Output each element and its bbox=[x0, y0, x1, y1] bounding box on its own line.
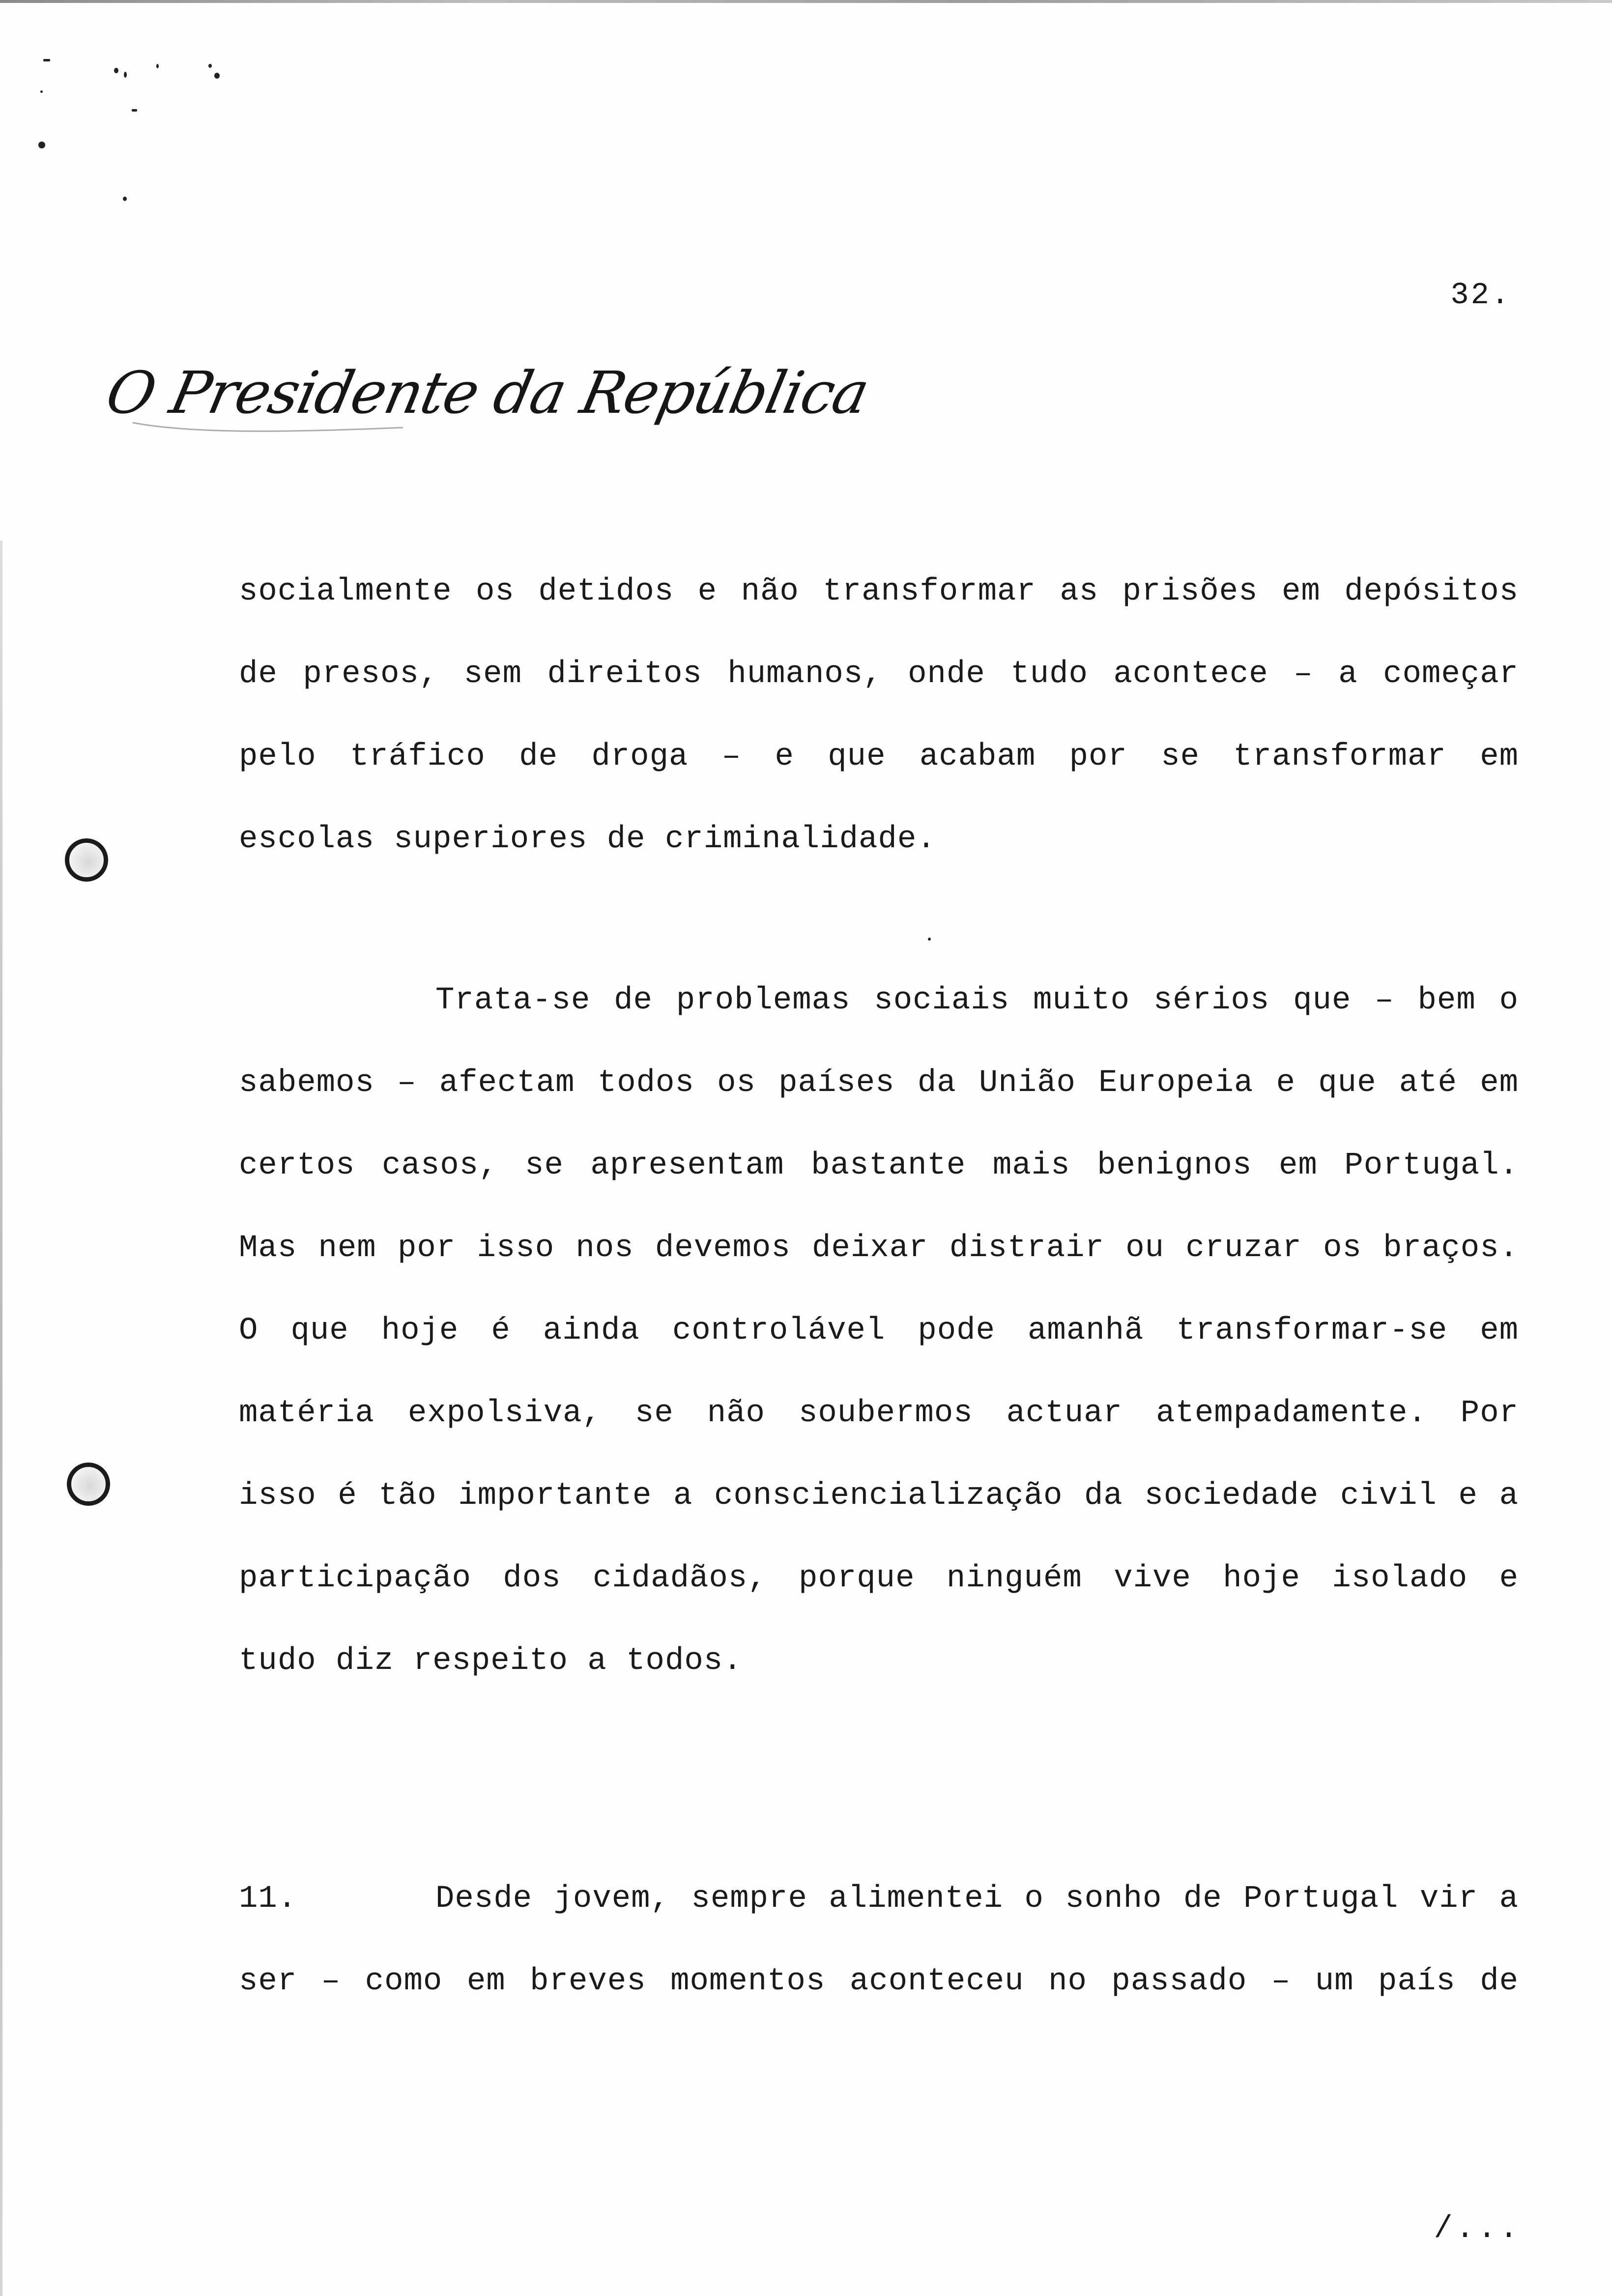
scan-speck bbox=[132, 109, 137, 112]
text-line: matéria expolsiva, se não soubermos actuar atempadamente. Por bbox=[239, 1396, 1519, 1431]
scan-speck bbox=[123, 197, 127, 201]
continuation-marker: /... bbox=[1434, 2211, 1521, 2247]
text-line: ser – como em breves momentos aconteceu no passado – um país de bbox=[239, 1964, 1519, 1999]
text-line: de presos, sem direitos humanos, onde tudo acontece – a começar bbox=[239, 657, 1519, 692]
paragraph-numbered-11 bbox=[239, 1858, 1519, 2023]
punch-hole bbox=[67, 1463, 110, 1506]
text-line: certos casos, se apresentam bastante mais benignos em Portugal. bbox=[239, 1148, 1519, 1183]
scan-left-edge bbox=[0, 541, 2, 2296]
paragraph-number: 11. bbox=[239, 1881, 297, 1917]
scan-speck bbox=[43, 59, 50, 61]
text-line: tudo diz respeito a todos. bbox=[239, 1643, 743, 1679]
text-line: pelo tráfico de droga – e que acabam por se transformar em bbox=[239, 739, 1519, 775]
text-line bbox=[239, 1858, 1519, 1940]
text-line-content: Trata-se de problemas sociais muito sérios que – bem o bbox=[435, 983, 1519, 1018]
text-line: socialmente os detidos e não transformar as prisões em depósitos bbox=[239, 574, 1519, 609]
text-line-content: Desde jovem, sempre alimentei o sonho de Portugal vir a bbox=[435, 1881, 1519, 1917]
text-line: escolas superiores de criminalidade. bbox=[239, 822, 936, 857]
scan-speck bbox=[928, 938, 931, 941]
scan-speck bbox=[214, 73, 220, 79]
scan-speck bbox=[208, 64, 212, 68]
text-line: isso é tão importante a consciencialização da sociedade civil e a bbox=[239, 1478, 1519, 1514]
scan-speck bbox=[114, 68, 118, 73]
text-line: participação dos cidadãos, porque ninguém vive hoje isolado e bbox=[239, 1561, 1519, 1596]
scan-speck bbox=[124, 72, 127, 78]
scan-speck bbox=[38, 142, 45, 148]
scan-speck bbox=[40, 90, 43, 93]
scan-speck bbox=[156, 64, 159, 68]
text-line bbox=[239, 959, 1519, 1042]
punch-hole bbox=[65, 838, 108, 882]
paragraph-social-problems bbox=[239, 959, 1519, 1702]
text-line: O que hoje é ainda controlável pode amanhã transformar-se em bbox=[239, 1313, 1519, 1349]
letterhead-script-logo bbox=[98, 344, 874, 442]
svg-text:O Presidente da República: O Presidente da República bbox=[100, 359, 874, 427]
scan-top-edge bbox=[0, 0, 1612, 3]
text-line: Mas nem por isso nos devemos deixar distrair ou cruzar os braços. bbox=[239, 1231, 1519, 1266]
page-number: 32. bbox=[1450, 278, 1511, 313]
text-line: sabemos – afectam todos os países da União Europeia e que até em bbox=[239, 1065, 1519, 1101]
paragraph-continuation bbox=[239, 550, 1519, 881]
